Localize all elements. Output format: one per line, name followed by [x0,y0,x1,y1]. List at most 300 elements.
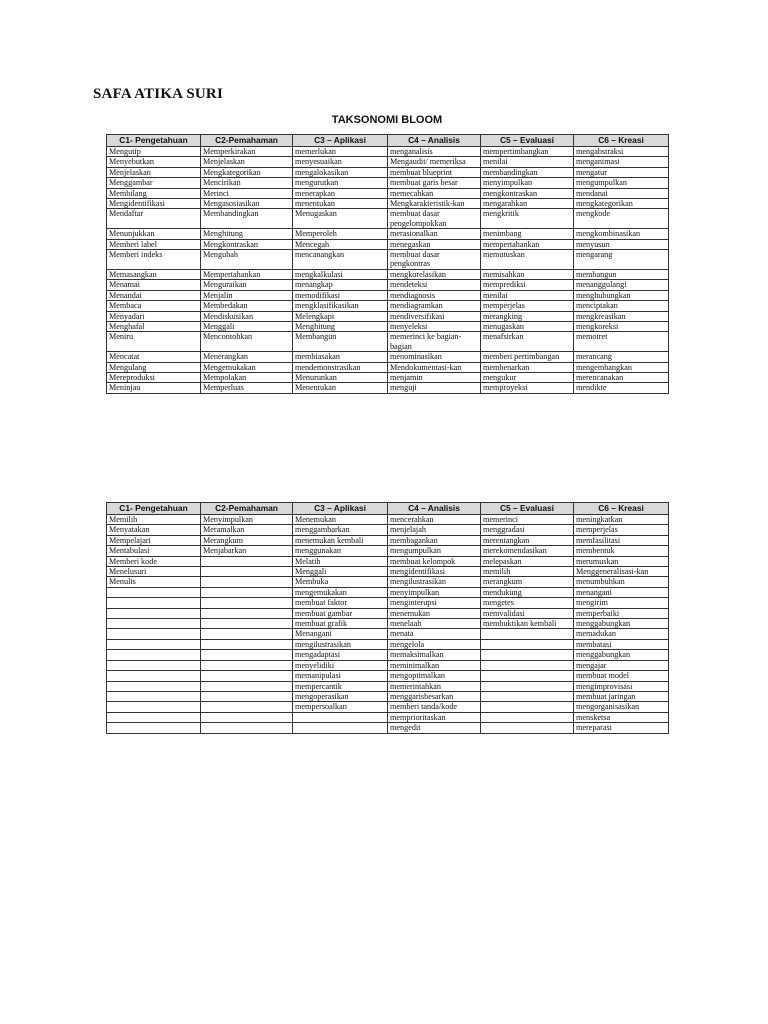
table-cell: Memperkirakan [201,147,293,157]
table-header-row [107,135,669,147]
table-header-row [107,503,669,515]
table-cell: menganalisis [388,147,481,157]
table-cell: mengidentifikasi [388,567,481,577]
table-cell: Menjelaskan [201,157,293,167]
table-cell: mensketsa [574,712,669,722]
author-name: SAFA ATIKA SURI [93,86,223,102]
table-cell: menimbang [481,229,574,239]
table-row [107,178,669,188]
table-cell: mengemukakan [293,587,388,597]
table-cell: menggunakan [293,546,388,556]
table-cell: Menandai [107,290,201,300]
table-cell: mendiagnosis [388,290,481,300]
table-cell [201,608,293,618]
table-cell [107,702,201,712]
table-row [107,188,669,198]
table-cell: membuat dasar pengelompokkan [388,209,481,229]
table-cell: menjamin [388,372,481,382]
table-cell [107,681,201,691]
table-row [107,157,669,167]
table-cell: menginterupsi [388,598,481,608]
table-cell: memberi tanda/kode [388,702,481,712]
table-cell: memperjelas [574,525,669,535]
table-cell: menanggulangi [574,280,669,290]
table-cell [107,587,201,597]
table-cell: memberi pertimbangan [481,352,574,362]
table-cell [201,556,293,566]
table-cell: mempercantik [293,681,388,691]
table-cell: Menjalin [201,290,293,300]
table-cell: mencanangkan [293,250,388,270]
table-cell [201,629,293,639]
table-cell: memutuskan [481,250,574,270]
table-row [107,311,669,321]
table-cell: menggarisbesarkan [388,691,481,701]
table-cell: menemukan [388,608,481,618]
table-cell: membandingkan [481,167,574,177]
table-cell [107,619,201,629]
table-cell: Membedakan [201,301,293,311]
table-cell: membuat jaringan [574,691,669,701]
table-cell: mengorganisasikan [574,702,669,712]
table-cell: mengkritik [481,209,574,229]
table-cell: merangkum [481,577,574,587]
table-row [107,712,669,722]
table-cell: merancang [574,352,669,362]
table-cell: memerintahkan [388,681,481,691]
table-cell: Membandingkan [201,209,293,229]
table-cell: memadukan [574,629,669,639]
table-row [107,535,669,545]
table-row [107,525,669,535]
table-cell: mengkoreksi [574,321,669,331]
table-cell: merencanakan [574,372,669,382]
table-cell: mendukung [481,587,574,597]
table-cell: mengurutkan [293,178,388,188]
table-cell: menilai [481,290,574,300]
table-cell: Mempertahankan [201,269,293,279]
table-row [107,372,669,382]
table-row [107,280,669,290]
bloom-table-1 [106,134,669,394]
table-cell: menata [388,629,481,639]
table-cell: menyimpulkan [388,587,481,597]
table-row [107,671,669,681]
table-cell: Mendokumentasi-kan [388,362,481,372]
table-cell: membenarkan [481,362,574,372]
table-row [107,290,669,300]
table-row [107,629,669,639]
table-cell: Mereproduksi [107,372,201,382]
table-cell: Meniru [107,332,201,352]
table-cell: Mencontohkan [201,332,293,352]
table-cell: Menyimpulkan [201,515,293,525]
table-cell: Mengaudit/ memeriksa [388,157,481,167]
table-cell [201,691,293,701]
table-cell: Mendiskusikan [201,311,293,321]
table-cell: mengkontraskan [481,188,574,198]
table-cell [481,639,574,649]
table-cell: Meramalkan [201,525,293,535]
table-cell: menumbuhkan [574,577,669,587]
table-cell [201,702,293,712]
table-cell: mengarang [574,250,669,270]
table-row [107,167,669,177]
table-cell: Menyebutkan [107,157,201,167]
table-cell [201,712,293,722]
table-cell: Membilang [107,188,201,198]
table-row [107,608,669,618]
table-row [107,639,669,649]
table-cell: Mentabulasi [107,546,201,556]
table-cell: menggabungkan [574,650,669,660]
table-cell: memodifikasi [293,290,388,300]
table-cell: memanipulasi [293,671,388,681]
table-cell: membangun [574,269,669,279]
table-cell: memproyeksi [481,383,574,393]
table-cell: Memberi indeks [107,250,201,270]
table-cell: mengimprovisasi [574,681,669,691]
table-row [107,199,669,209]
table-cell: mengkategorikan [574,199,669,209]
table-cell [107,712,201,722]
table-cell: mempertimbangkan [481,147,574,157]
table-cell: Menghitung [293,321,388,331]
table-cell: menafsirkan [481,332,574,352]
table-cell: meningkatkan [574,515,669,525]
table-cell: mereparasi [574,723,669,733]
table-cell: mendemonstrasikan [293,362,388,372]
table-cell [481,712,574,722]
table-cell [107,629,201,639]
table-cell: memerinci [481,515,574,525]
table-cell: Memasangkan [107,269,201,279]
table-cell: mengirim [574,598,669,608]
table-row [107,681,669,691]
table-cell: Menulis [107,577,201,587]
table-cell [201,577,293,587]
table-cell: meminimalkan [388,660,481,670]
bloom-table-2 [106,502,669,734]
table-cell: menghubungkan [574,290,669,300]
table-cell: Merinci [201,188,293,198]
table-cell: Membangun [293,332,388,352]
table-cell: mengumpulkan [388,546,481,556]
table-cell [107,691,201,701]
table-cell: Melengkapi [293,311,388,321]
table-cell: mempersoalkan [293,702,388,712]
table-cell: mendanai [574,188,669,198]
table-cell: mendiversifikasi [388,311,481,321]
table-cell: Mengubah [201,250,293,270]
table-row [107,321,669,331]
table-cell: membiasakan [293,352,388,362]
table-cell: Menamai [107,280,201,290]
table-cell: memisahkan [481,269,574,279]
table-cell: membuat model [574,671,669,681]
table-cell: Mencegah [293,239,388,249]
table-row [107,567,669,577]
table-cell: mengkreasikan [574,311,669,321]
table-cell: mengumpulkan [574,178,669,188]
table-cell: mengkode [574,209,669,229]
header-c6-kreasi: C6 – Kreasi [574,503,669,515]
table-cell: Menggali [293,567,388,577]
table-cell [481,671,574,681]
table-cell: Mempolakan [201,372,293,382]
table-cell [481,723,574,733]
table-cell: memaksimalkan [388,650,481,660]
table-row [107,229,669,239]
table-cell: Melatih [293,556,388,566]
table-row [107,209,669,229]
table-cell [107,639,201,649]
header-c5-evaluasi: C5 – Evaluasi [481,503,574,515]
table-cell: Mengemukakan [201,362,293,372]
table-cell: menegaskan [388,239,481,249]
table-cell: Menugaskan [293,209,388,229]
table-row [107,723,669,733]
table-cell: mengelola [388,639,481,649]
table-cell: mengadaptasi [293,650,388,660]
table-cell: menyelidiki [293,660,388,670]
table-cell: mengkorelasikan [388,269,481,279]
table-row [107,546,669,556]
table-row [107,250,669,270]
table-cell: mempertahankan [481,239,574,249]
header-c3-aplikasi: C3 – Aplikasi [293,135,388,147]
table-cell: memperbaiki [574,608,669,618]
table-cell: Mengasosiasikan [201,199,293,209]
table-cell: menilai [481,157,574,167]
header-c4-analisis: C4 – Analisis [388,503,481,515]
table-cell [293,712,388,722]
table-cell: Memilih [107,515,201,525]
table-cell: membentuk [574,546,669,556]
header-c1-pengetahuan: C1- Pengetahuan [107,135,201,147]
table-cell: membuat grafik [293,619,388,629]
table-cell [107,650,201,660]
table-cell [201,650,293,660]
table-cell: menemukan kembali [293,535,388,545]
table-cell: melepaskan [481,556,574,566]
header-c2-pemahaman: C2-Pemahaman [201,135,293,147]
table-cell: mengatur [574,167,669,177]
table-cell: mengklasifikasikan [293,301,388,311]
table-cell: merasionalkan [388,229,481,239]
table-cell: menguji [388,383,481,393]
document-title: TAKSONOMI BLOOM [331,114,443,126]
table-cell: mengilustrasikan [388,577,481,587]
table-cell [481,660,574,670]
header-c1-pengetahuan: C1- Pengetahuan [107,503,201,515]
table-cell: Mengulang [107,362,201,372]
table-cell: mengkombinasikan [574,229,669,239]
table-cell: memotret [574,332,669,352]
table-cell: Menelusuri [107,567,201,577]
table-cell: mengedit [388,723,481,733]
header-c4-analisis: C4 – Analisis [388,135,481,147]
table-row [107,660,669,670]
table-row [107,650,669,660]
table-row [107,239,669,249]
table-cell: membuat kelompok [388,556,481,566]
table-cell: memvalidasi [481,608,574,618]
table-cell: membatasi [574,639,669,649]
table-cell: menganimasi [574,157,669,167]
table-cell: menyesuaikan [293,157,388,167]
table-cell: merentangkan [481,535,574,545]
table-cell: menyimpulkan [481,178,574,188]
table-cell: merangking [481,311,574,321]
table-cell: Mendaftar [107,209,201,229]
table-cell: Menjelaskan [107,167,201,177]
header-c5-evaluasi: C5 – Evaluasi [481,135,574,147]
table-cell: mengetes [481,598,574,608]
table-cell: Membuka [293,577,388,587]
table-row [107,383,669,393]
table-row [107,269,669,279]
table-cell: memfasilitasi [574,535,669,545]
table-cell: Menangani [293,629,388,639]
table-row [107,587,669,597]
table-cell: Memperluas [201,383,293,393]
table-cell: Memperoleh [293,229,388,239]
table-cell: menentukan [293,199,388,209]
table-cell: membuktikan kembali [481,619,574,629]
table-cell [201,660,293,670]
table-cell: Menjabarkan [201,546,293,556]
table-cell: Menggambar [107,178,201,188]
table-row [107,147,669,157]
table-cell: Menghafal [107,321,201,331]
table-cell: mengoptimalkan [388,671,481,681]
table-cell: menyeleksi [388,321,481,331]
table-row [107,702,669,712]
table-row [107,332,669,352]
table-cell: membuat dasar pengkontras [388,250,481,270]
table-cell: mengukur [481,372,574,382]
table-cell: Menentukan [293,383,388,393]
table-cell [201,598,293,608]
table-cell: menangani [574,587,669,597]
table-cell [481,650,574,660]
table-cell: Mengkategorikan [201,167,293,177]
table-cell: menggradasi [481,525,574,535]
table-cell: Mengutip [107,147,201,157]
table-cell: mendikte [574,383,669,393]
table-cell: mendiagramkan [388,301,481,311]
table-cell: Mencirikan [201,178,293,188]
table-cell: mengarahkan [481,199,574,209]
table-cell: menciptakan [574,301,669,311]
table-cell: memerlukan [293,147,388,157]
table-cell [107,598,201,608]
table-cell: mengajar [574,660,669,670]
table-row [107,362,669,372]
table-cell: Merangkum [201,535,293,545]
table-cell: mengembangkan [574,362,669,372]
table-cell: Menguraikan [201,280,293,290]
table-cell: menelaah [388,619,481,629]
table-cell: Mengidentifikasi [107,199,201,209]
table-cell [107,608,201,618]
table-cell: Menggeneralisasi-kan [574,567,669,577]
table-cell: membuat faktor [293,598,388,608]
table-cell [107,671,201,681]
header-c2-pemahaman: C2-Pemahaman [201,503,293,515]
table-cell: menugaskan [481,321,574,331]
table-cell [201,639,293,649]
table-cell: menerapkan [293,188,388,198]
table-row [107,556,669,566]
table-cell: Menunjukkan [107,229,201,239]
table-row [107,577,669,587]
table-row [107,515,669,525]
table-cell: Menghitung [201,229,293,239]
table-cell: Memberi kode [107,556,201,566]
table-cell [201,619,293,629]
table-row [107,598,669,608]
table-cell [481,681,574,691]
table-cell: mendeteksi [388,280,481,290]
table-cell: Mempelajari [107,535,201,545]
table-cell: menjelajah [388,525,481,535]
table-cell: merumuskan [574,556,669,566]
table-cell: menangkap [293,280,388,290]
table-row [107,301,669,311]
table-cell [481,629,574,639]
table-cell [201,567,293,577]
table-cell [481,691,574,701]
table-cell: Mengkarakteristik-kan [388,199,481,209]
header-c6-kreasi: C6 – Kreasi [574,135,669,147]
table-cell: Menemukan [293,515,388,525]
table-cell: memprioritaskan [388,712,481,722]
table-cell: Membaca [107,301,201,311]
table-cell: menggambarkan [293,525,388,535]
table-cell [107,660,201,670]
table-cell: membuat blueprint [388,167,481,177]
table-cell: mengabstraksi [574,147,669,157]
header-c3-aplikasi: C3 – Aplikasi [293,503,388,515]
table-cell: mencerahkan [388,515,481,525]
table-cell: Menyatakan [107,525,201,535]
table-cell: Menyadari [107,311,201,321]
table-cell: memerinci ke bagian-bagian [388,332,481,352]
table-cell: Memberi label [107,239,201,249]
table-cell: merekomendasikan [481,546,574,556]
table-cell: mengilustrasikan [293,639,388,649]
table-cell: Menggali [201,321,293,331]
table-cell [107,723,201,733]
table-cell: Meninjau [107,383,201,393]
table-cell: memilih [481,567,574,577]
table-cell: memecahkan [388,188,481,198]
table-cell: Mengkontraskan [201,239,293,249]
table-row [107,352,669,362]
table-cell: mengkalkulasi [293,269,388,279]
table-cell: membagankan [388,535,481,545]
table-cell [201,723,293,733]
table-cell [201,587,293,597]
table-cell [481,702,574,712]
table-cell: menominasikan [388,352,481,362]
table-row [107,691,669,701]
table-cell: memprediksi [481,280,574,290]
table-cell: memperjelas [481,301,574,311]
table-cell: membuat gambar [293,608,388,618]
